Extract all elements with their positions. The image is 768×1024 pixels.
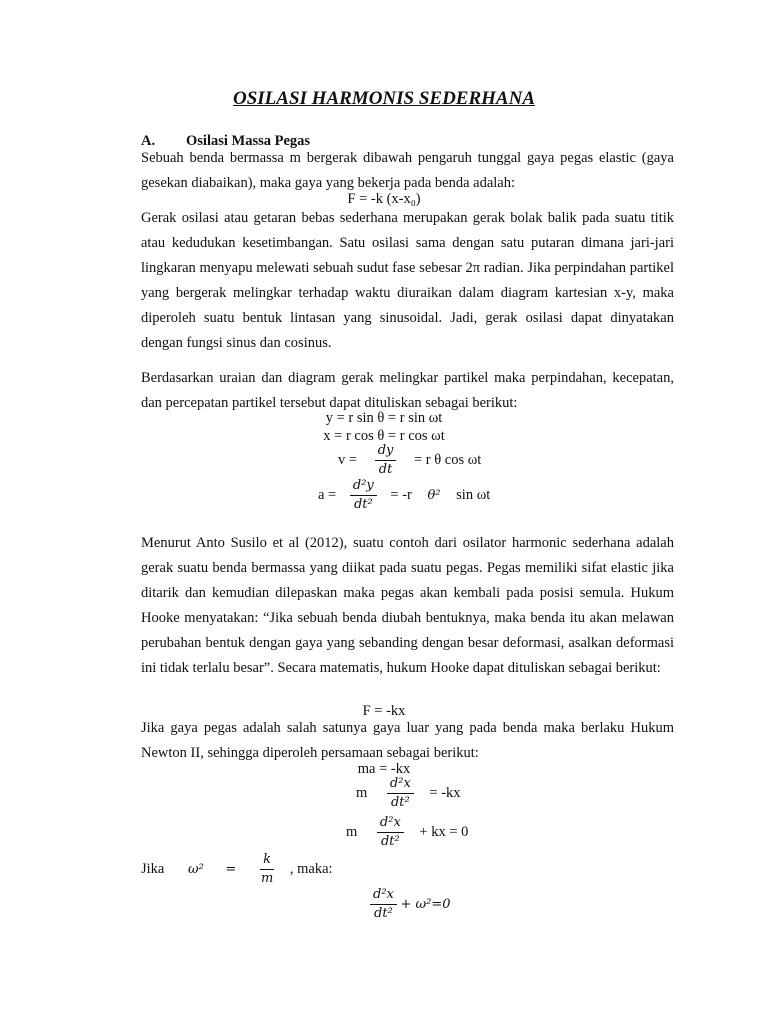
equals-sign: = [225, 861, 237, 877]
equation-omega-definition [141, 852, 333, 887]
fraction-numerator: d²y [350, 478, 377, 496]
equation-newton-1 [356, 776, 461, 811]
equation-x: x = r cos θ = r cos ωt [323, 428, 445, 444]
fraction-denominator: m [260, 871, 274, 886]
equation-y: y = r sin θ = r sin ωt [325, 410, 443, 426]
omega-squared: ω² [187, 861, 204, 877]
velocity-fraction [375, 443, 397, 478]
fraction-numerator: d²x [387, 776, 414, 794]
fraction-numerator: k [260, 852, 274, 870]
acceleration-rhs: sin ωt [456, 486, 491, 503]
equation-ma: ma = -kx [357, 761, 411, 777]
paragraph-derivation: Berdasarkan uraian dan diagram gerak melingkar partikel maka perpindahan, kecepatan, dan percepatan partikel tersebut dapat dituliskan sebagai berikut: [141, 370, 674, 411]
theta-squared: θ² [427, 487, 441, 503]
fraction-numerator: dy [375, 443, 397, 461]
jika-label: Jika [141, 860, 165, 877]
page-title: OSILASI HARMONIS SEDERHANA [233, 88, 535, 109]
equation-velocity [338, 443, 481, 478]
newton-2-rhs: + kx = 0 [419, 823, 469, 840]
equation-acceleration [318, 478, 490, 513]
paragraph-intro: Sebuah benda bermassa m bergerak dibawah pengaruh tunggal gaya pegas elastic (gaya gesekan diabaikan), maka gaya yang bekerja pada benda adalah: [141, 150, 674, 191]
mass-symbol: m [356, 784, 368, 801]
equation-force: F = -k (x-x₀) [347, 191, 421, 207]
fraction-denominator: dt² [390, 795, 410, 810]
final-fraction [370, 887, 397, 922]
fraction-denominator: dt² [374, 906, 393, 921]
section-number: A. [141, 133, 156, 149]
k-over-m-fraction [258, 852, 276, 887]
paragraph-hooke: Menurut Anto Susilo et al (2012), suatu contoh dari osilator harmonic sederhana adalah gerak suatu benda bermassa yang diikat pada suatu pegas. Pegas memiliki sifat elastic jika ditarik dan kemudian dilepaskan maka pegas akan kembali pada posisi semula. Hukum Hooke menyatakan: “Jika sebuah benda diubah bentuknya, maka benda itu akan melawan perubahan bentuk dengan gaya yang sebanding dengan besar deformasi, asalkan deformasi ini tidak terlalu besar”. Secara matematis, hukum Hooke dapat dituliskan sebagai berikut: [141, 535, 674, 676]
fraction-numerator: d²x [377, 815, 404, 833]
acceleration-factor: = -r [390, 486, 412, 503]
equation-final [370, 887, 451, 922]
velocity-rhs: = r θ cos ωt [413, 451, 482, 468]
second-derivative-fraction [387, 776, 414, 811]
equation-hooke: F = -kx [362, 703, 406, 719]
mass-symbol: m [346, 823, 358, 840]
paragraph-newton: Jika gaya pegas adalah salah satunya gaya luar yang pada benda maka berlaku Hukum Newton II, sehingga diperoleh persamaan sebagai berikut: [141, 720, 674, 761]
maka-label: , maka: [289, 860, 333, 877]
acceleration-fraction [350, 478, 377, 513]
equation-newton-2 [346, 815, 468, 850]
acceleration-lhs: a = [318, 486, 337, 503]
velocity-lhs: v = [338, 451, 358, 468]
fraction-denominator: dt² [380, 834, 400, 849]
fraction-denominator: dt² [353, 497, 373, 512]
section-title: Osilasi Massa Pegas [186, 133, 311, 149]
final-rhs: + ω²=0 [400, 896, 451, 912]
second-derivative-fraction [377, 815, 404, 850]
newton-1-rhs: = -kx [429, 784, 461, 801]
paragraph-oscillation: Gerak osilasi atau getaran bebas sederhana merupakan gerak bolak balik pada suatu titik atau kedudukan kesetimbangan. Satu osilasi sama dengan satu putaran dimana jari-jari lingkaran menyapu melewati sebuah sudut fase sebesar 2π radian. Jika perpindahan partikel yang bergerak melingkar terhadap waktu diuraikan dalam diagram kartesian x-y, maka diperoleh suatu bentuk lintasan yang sinusoidal. Jadi, gerak osilasi dapat dinyatakan dengan fungsi sinus dan cosinus. [141, 210, 674, 351]
fraction-denominator: dt [378, 462, 393, 477]
fraction-numerator: d²x [370, 887, 397, 905]
